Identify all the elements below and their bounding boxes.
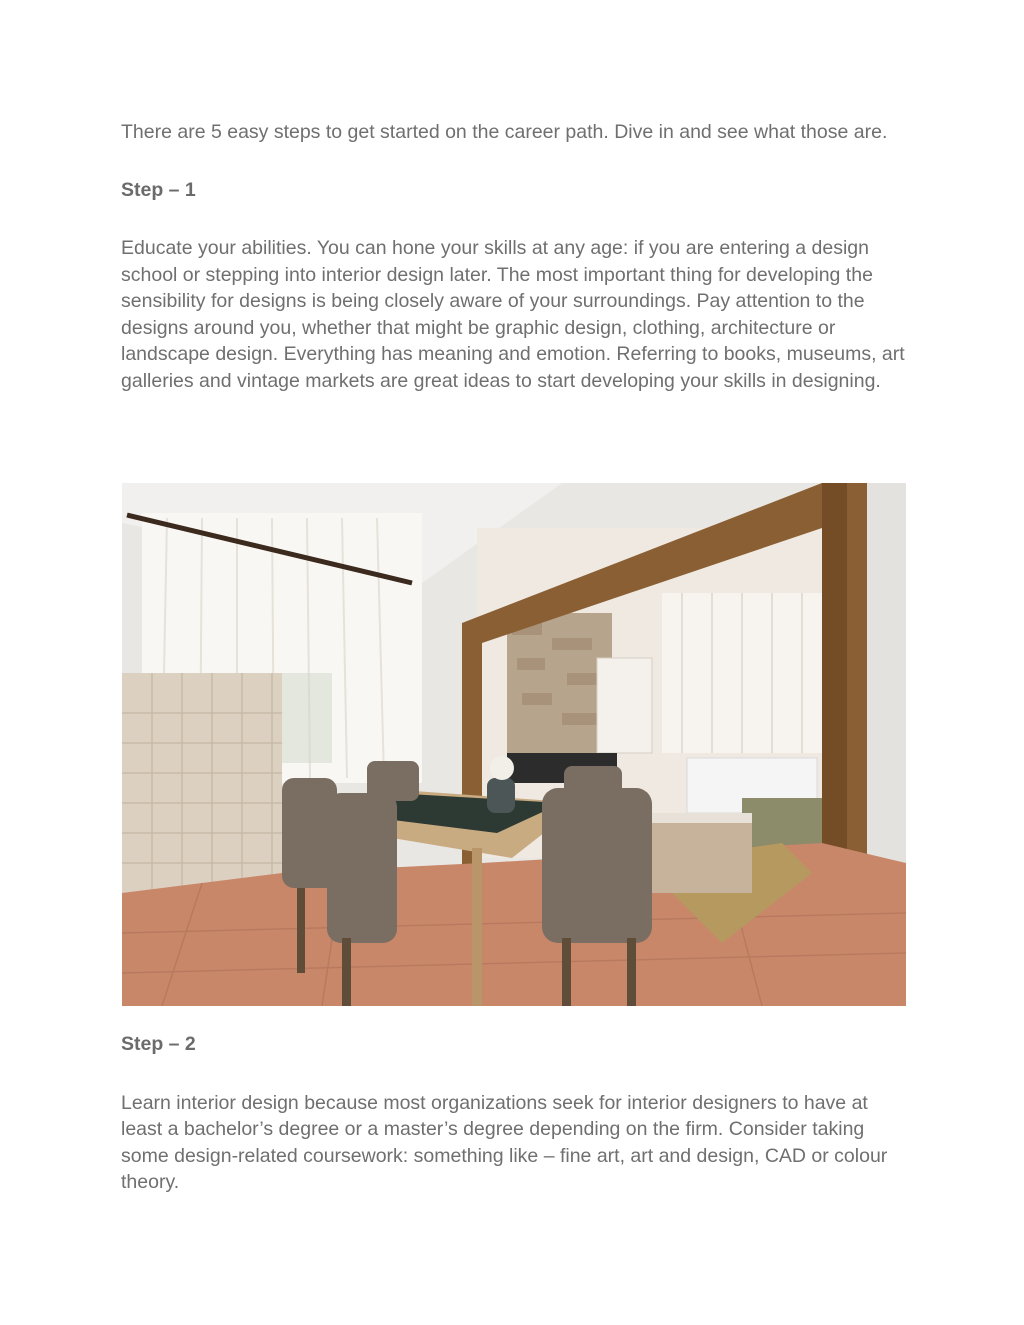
step-1-heading: Step – 1 xyxy=(121,178,196,201)
step-2-heading: Step – 2 xyxy=(121,1033,196,1055)
step-2-section xyxy=(121,1031,911,1196)
interior-photo xyxy=(122,483,906,1006)
step-2-paragraph: Learn interior design because most organizations seek for interior designers to have at least a bachelor’s degree or a master’s degree depending on the firm. Consider taking some design-related coursework: something like – fine art, art and design, CAD or colour theory. xyxy=(121,1091,888,1193)
intro-paragraph: There are 5 easy steps to get started on the career path. Dive in and see what those are. xyxy=(121,121,888,143)
document-body xyxy=(121,119,911,394)
step-1-paragraph: Educate your abilities. You can hone your skills at any age: if you are entering a design school or stepping into interior design later. The most important thing for developing the sensibility for designs is being closely aware of your surroundings. Pay attention to the designs around you, whether that might be graphic design, clothing, architecture or landscape design. Everything has meaning and emotion. Referring to books, museums, art galleries and vintage markets are great ideas to start developing your skills in designing. xyxy=(121,237,905,392)
